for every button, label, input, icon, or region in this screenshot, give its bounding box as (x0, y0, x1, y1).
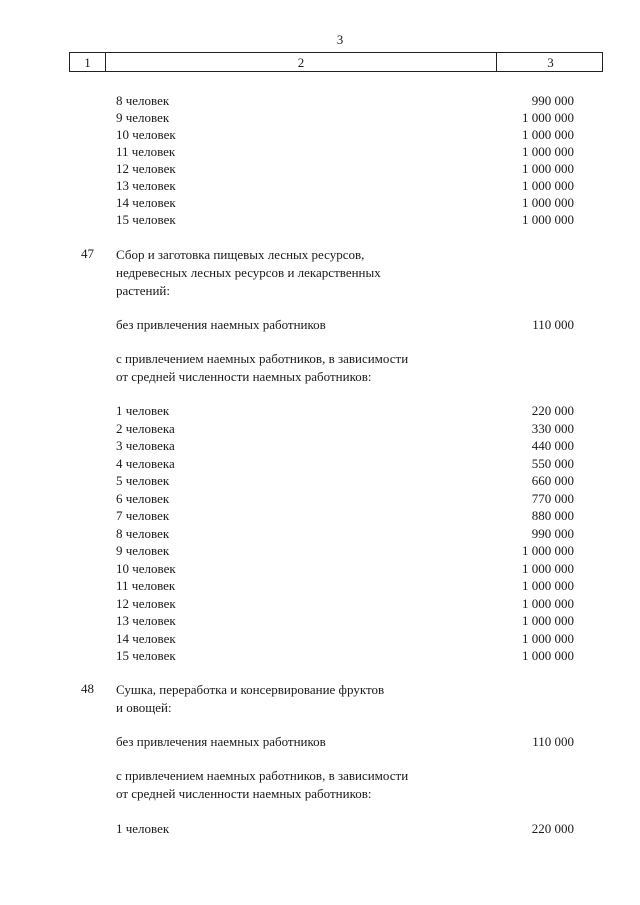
row-value: 1 000 000 (522, 613, 574, 628)
table-row (0, 402, 640, 420)
table-row (0, 630, 640, 648)
row-label: 5 человек (116, 473, 170, 488)
section-title-line: растений: (116, 283, 170, 298)
row-label: 1 человек (116, 403, 170, 418)
row-value: 1 000 000 (522, 560, 574, 576)
row-value: 330 000 (531, 420, 574, 436)
table-row (0, 612, 640, 630)
table-row (0, 595, 640, 613)
table-row (0, 420, 640, 438)
row-label: 13 человек (116, 178, 176, 193)
table-row (0, 577, 640, 595)
column-3-header: 3 (547, 55, 554, 70)
hired-note (116, 350, 496, 386)
row-value: 1 000 000 (522, 195, 574, 210)
table-row (0, 560, 640, 578)
row-value: 1 000 000 (522, 212, 574, 227)
table-row (0, 143, 640, 161)
table-row (0, 92, 640, 110)
table-row (0, 160, 640, 178)
row-value: 1 000 000 (522, 630, 574, 646)
row-label: 9 человек (116, 543, 170, 558)
row-label: без привлечения наемных работников (116, 317, 326, 332)
row-label: 11 человек (116, 578, 176, 593)
table-row (0, 126, 640, 144)
row-value: 550 000 (531, 455, 574, 471)
section-title-line: Сбор и заготовка пищевых лесных ресурсов, (116, 247, 365, 262)
hired-note (116, 767, 496, 803)
table-row (0, 472, 640, 490)
row-label: 8 человек (116, 525, 170, 541)
row-label: 3 человека (116, 438, 175, 453)
section-title (116, 681, 476, 717)
table-row (0, 455, 640, 473)
note-line: с привлечением наемных работников, в зависимости (116, 351, 409, 366)
row-value: 990 000 (531, 93, 574, 108)
table-column-header (69, 52, 603, 72)
row-value: 1 000 000 (522, 127, 574, 142)
table-row (0, 490, 640, 508)
row-label: 8 человек (116, 93, 170, 108)
row-label: 10 человек (116, 560, 176, 576)
table-row (0, 647, 640, 665)
row-value: 110 000 (532, 317, 574, 332)
row-value: 220 000 (531, 821, 574, 836)
table-row (0, 177, 640, 195)
row-value: 1 000 000 (522, 578, 574, 593)
row-label: 1 человек (116, 821, 170, 836)
row-value: 880 000 (531, 508, 574, 523)
note-line: от средней численности наемных работников: (116, 369, 372, 384)
row-label: 9 человек (116, 110, 170, 125)
table-row (0, 820, 640, 838)
row-label: 13 человек (116, 613, 176, 628)
table-row (0, 211, 640, 229)
column-1-header: 1 (70, 53, 106, 71)
section-number: 48 (81, 681, 94, 696)
row-label: 4 человека (116, 455, 175, 471)
row-label: 11 человек (116, 144, 176, 159)
column-2-header: 2 (106, 53, 497, 71)
row-value: 1 000 000 (522, 144, 574, 159)
note-line: с привлечением наемных работников, в зависимости (116, 768, 409, 783)
row-label: без привлечения наемных работников (116, 734, 326, 749)
row-value: 1 000 000 (522, 648, 574, 663)
row-value: 110 000 (532, 734, 574, 749)
row-label: 10 человек (116, 127, 176, 142)
row-value: 1 000 000 (522, 110, 574, 125)
table-row (0, 525, 640, 543)
row-value: 220 000 (531, 403, 574, 418)
row-label: 14 человек (116, 630, 176, 646)
section-title (116, 246, 476, 300)
table-row (0, 507, 640, 525)
row-label: 12 человек (116, 595, 176, 611)
row-value: 1 000 000 (522, 595, 574, 611)
row-value: 1 000 000 (522, 161, 574, 176)
note-line: от средней численности наемных работников: (116, 786, 372, 801)
table-row (0, 109, 640, 127)
row-label: 7 человек (116, 508, 170, 523)
table-row (0, 437, 640, 455)
row-label: 15 человек (116, 648, 176, 663)
section-title-line: недревесных лесных ресурсов и лекарственных (116, 265, 381, 280)
row-label: 2 человека (116, 420, 175, 436)
section-number: 47 (81, 246, 94, 261)
table-row (0, 194, 640, 212)
section-title-line: Сушка, переработка и консервирование фруктов (116, 682, 385, 697)
row-value: 1 000 000 (522, 543, 574, 558)
row-label: 12 человек (116, 161, 176, 176)
table-row (0, 542, 640, 560)
section-title-line: и овощей: (116, 700, 172, 715)
no-hired-row (0, 733, 640, 751)
row-label: 15 человек (116, 212, 176, 227)
row-value: 440 000 (531, 438, 574, 453)
row-value: 990 000 (531, 525, 574, 541)
no-hired-row (0, 316, 640, 334)
row-label: 6 человек (116, 490, 170, 506)
row-value: 770 000 (531, 490, 574, 506)
row-value: 1 000 000 (522, 178, 574, 193)
page-number: 3 (336, 32, 344, 47)
row-value: 660 000 (531, 473, 574, 488)
row-label: 14 человек (116, 195, 176, 210)
